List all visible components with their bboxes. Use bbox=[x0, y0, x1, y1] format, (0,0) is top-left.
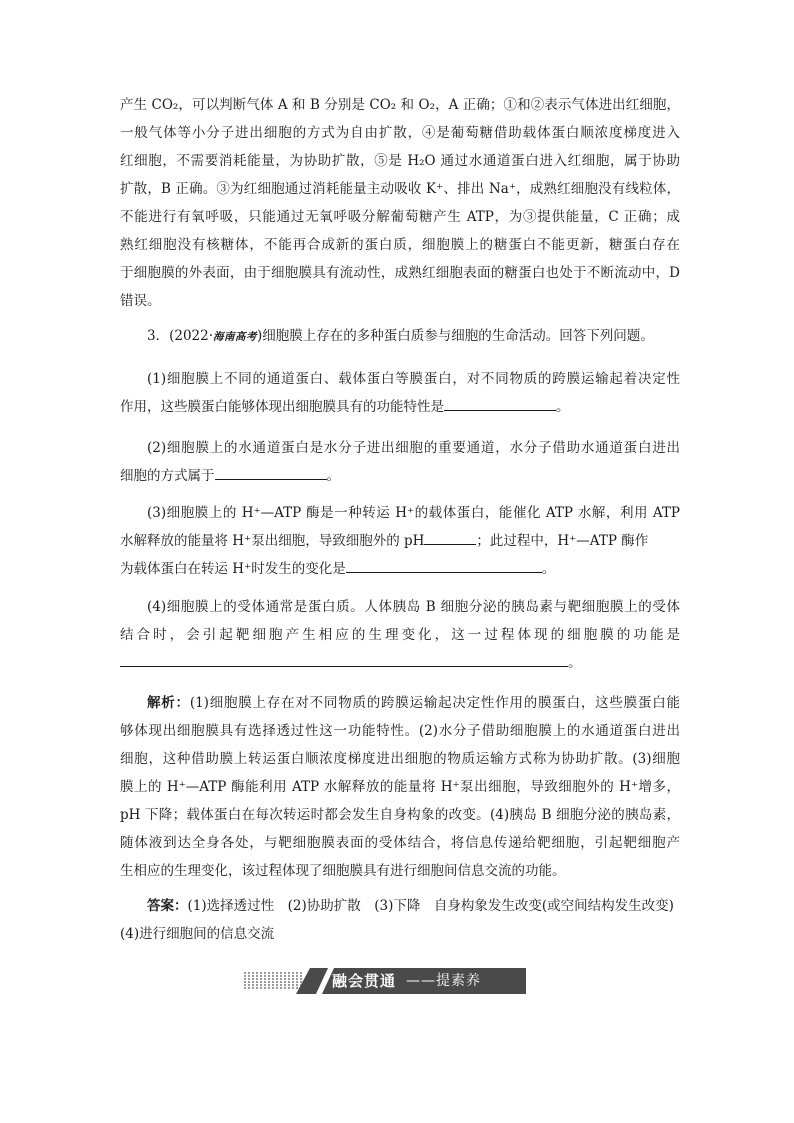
banner-subtitle: ——提素养 bbox=[406, 973, 481, 989]
question-stem bbox=[120, 322, 680, 350]
text-line: 熟红细胞没有核糖体，不能再合成新的蛋白质，细胞膜上的糖蛋白不能更新，糖蛋白存在 bbox=[120, 237, 680, 253]
sub-question-2 bbox=[120, 434, 680, 490]
text-line bbox=[120, 462, 680, 490]
text-line: 不能进行有氧呼吸，只能通过无氧呼吸分解葡萄糖产生 ATP，为③提供能量，C 正确；成 bbox=[120, 209, 680, 225]
q1-prompt: 作用，这些膜蛋白能够体现出细胞膜具有的功能特性是 bbox=[120, 399, 444, 415]
analysis-text: (1)细胞膜上存在对不同物质的跨膜运输起决定性作用的膜蛋白，这些膜蛋白能 bbox=[189, 695, 681, 711]
q1-end: 。 bbox=[556, 399, 570, 415]
banner-stripes-decoration bbox=[244, 972, 302, 990]
answer-section bbox=[120, 892, 680, 948]
question-number: 3． bbox=[147, 328, 170, 344]
answer-blank[interactable] bbox=[346, 555, 542, 573]
sub-question-4 bbox=[120, 593, 680, 677]
banner-title: 融会贯通 bbox=[332, 972, 397, 990]
text-line: 随体液到达全身各处，与靶细胞膜表面的受体结合，将信息传递给靶细胞，引起靶细胞产 bbox=[120, 835, 680, 851]
text-line: 扩散，B 正确。③为红细胞通过消耗能量主动吸收 K⁺、排出 Na⁺，成熟红细胞没有线粒体， bbox=[120, 181, 680, 197]
answer-label: 答案： bbox=[147, 898, 188, 914]
text-line bbox=[120, 527, 680, 555]
answer-blank[interactable] bbox=[424, 527, 476, 545]
answer-text: (1)选择透过性 (2)协助扩散 (3)下降 自身构象发生改变(或空间结构发生改变) bbox=[187, 898, 674, 914]
text-line: 一般气体等小分子进出细胞的方式为自由扩散，④是葡萄糖借助载体蛋白顺浓度梯度进入 bbox=[120, 125, 680, 141]
text-line: 膜上的 H⁺—ATP 酶能利用 ATP 水解释放的能量将 H⁺泵出细胞，导致细胞外的 H⁺增多， bbox=[120, 779, 680, 795]
q4-end: 。 bbox=[568, 655, 582, 671]
question-header bbox=[120, 322, 680, 350]
text-line: (4)细胞膜上的受体通常是蛋白质。人体胰岛 B 细胞分泌的胰岛素与靶细胞膜上的受体 bbox=[147, 599, 680, 615]
text-line: (4)进行细胞间的信息交流 bbox=[120, 926, 275, 942]
text-line: 产生 CO₂，可以判断气体 A 和 B 分别是 CO₂ 和 O₂，A 正确；①和②表示气体进出红细胞， bbox=[120, 97, 680, 113]
q3-prompt-a: 水解释放的能量将 H⁺泵出细胞，导致细胞外的 pH bbox=[120, 533, 425, 549]
prev-explanation bbox=[120, 91, 680, 315]
text-line: 细胞，这种借助膜上转运蛋白顺浓度梯度进出细胞的物质运输方式称为协助扩散。(3)细胞 bbox=[120, 751, 680, 767]
text-line bbox=[120, 689, 680, 717]
text-line: 够体现出细胞膜具有选择透过性这一功能特性。(2)水分子借助细胞膜上的水通道蛋白进出 bbox=[120, 723, 680, 739]
q3-end: 。 bbox=[541, 561, 556, 577]
answer-blank[interactable] bbox=[120, 649, 568, 667]
text-line: 于细胞膜的外表面，由于细胞膜具有流动性，成熟红细胞表面的糖蛋白也处于不断流动中，D bbox=[120, 265, 680, 281]
section-banner bbox=[244, 968, 554, 994]
sub-question-3 bbox=[120, 499, 680, 583]
answer-blank[interactable] bbox=[215, 462, 327, 480]
text-line bbox=[120, 649, 680, 677]
question-year-close: ) bbox=[257, 328, 263, 344]
q2-prompt: 细胞的方式属于 bbox=[120, 468, 215, 484]
analysis-section bbox=[120, 689, 680, 885]
question-year: (2022· bbox=[169, 328, 214, 344]
text-line bbox=[120, 555, 680, 583]
answer-blank[interactable] bbox=[444, 393, 556, 411]
text-line: (3)细胞膜上的 H⁺—ATP 酶是一种转运 H⁺的载体蛋白，能催化 ATP 水解，利用 ATP bbox=[147, 505, 680, 521]
text-line bbox=[120, 892, 680, 920]
text-line: 错误。 bbox=[120, 293, 161, 309]
text-line: 生相应的生理变化，该过程体现了细胞膜具有进行细胞间信息交流的功能。 bbox=[120, 863, 566, 879]
text-line: (2)细胞膜上的水通道蛋白是水分子进出细胞的重要通道，水分子借助水通道蛋白进出 bbox=[147, 440, 680, 456]
analysis-label: 解析： bbox=[147, 695, 190, 711]
text-line: (1)细胞膜上不同的通道蛋白、载体蛋白等膜蛋白，对不同物质的跨膜运输起着决定性 bbox=[147, 371, 680, 387]
text-line: 红细胞，不需要消耗能量，为协助扩散，⑤是 H₂O 通过水通道蛋白进入红细胞，属于协助 bbox=[120, 153, 680, 169]
q2-end: 。 bbox=[326, 468, 340, 484]
q3-prompt-b: ；此过程中，H⁺—ATP 酶作 bbox=[476, 533, 649, 549]
text-line: pH 下降；载体蛋白在每次转运时都会发生自身构象的改变。(4)胰岛 B 细胞分泌的胰岛素， bbox=[120, 807, 680, 823]
q3-prompt-c: 为载体蛋白在转运 H⁺时发生的变化是 bbox=[120, 561, 346, 577]
sub-question-1 bbox=[120, 365, 680, 421]
question-stem-text: 细胞膜上存在的多种蛋白质参与细胞的生命活动。回答下列问题。 bbox=[262, 328, 654, 344]
text-line: 结合时，会引起靶细胞产生相应的生理变化，这一过程体现的细胞膜的功能是 bbox=[120, 627, 680, 643]
text-line bbox=[120, 393, 680, 421]
question-source: 海南高考 bbox=[213, 331, 258, 343]
